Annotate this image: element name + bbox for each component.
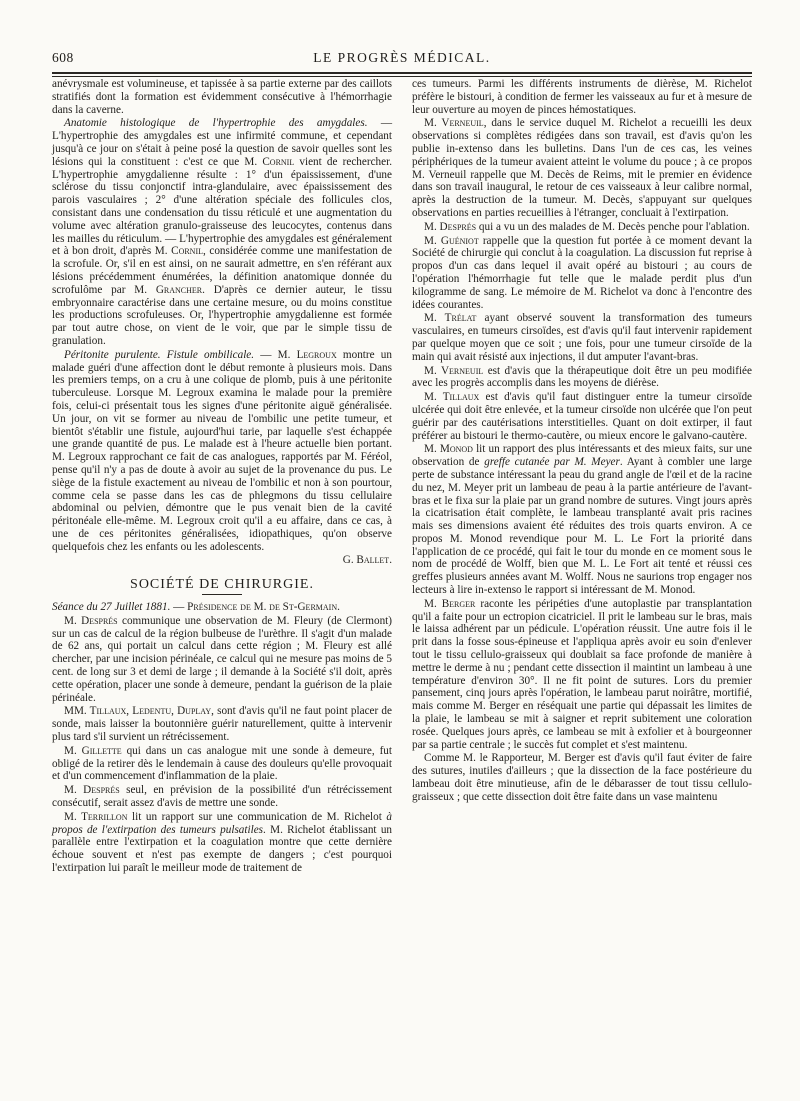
page-number: 608	[52, 50, 74, 65]
session-line: Séance du 27 Juillet 1881. — Présidence de M. de St-Germain.	[52, 601, 340, 614]
paragraph: MM. Tillaux, Ledentu, Duplay, sont d'avis qu'il ne faut point placer de sonde, mais laisser la boutonnière guérir naturellement, quitte à intervenir plus tard s'il survient un rétrécissement.	[52, 705, 392, 744]
section-title: SOCIÉTÉ DE CHIRURGIE.	[130, 577, 314, 593]
author-name: M. Després	[64, 614, 118, 627]
author-name: M. Gillette	[64, 744, 122, 757]
paragraph-heading: Péritonite purulente. Fistule ombilicale.	[64, 348, 255, 361]
section-rule	[202, 594, 242, 595]
author-name: M. Tillaux	[424, 391, 480, 404]
author-name: M. Trélat	[424, 312, 477, 325]
header-rule-thin	[52, 76, 752, 77]
signature: G. Ballet.	[342, 554, 392, 567]
running-header	[52, 48, 752, 68]
author-name: M. Verneuil	[424, 117, 484, 130]
paragraph: M. Tillaux est d'avis qu'il faut distinguer entre la tumeur cirsoïde ulcérée qui doit être enlevée, et la tumeur cirsoïde non ulcérée que l'on peut guérir par des cautérisations interstitielles. Quant on doit extirper, il faut préférer au bistouri le thermo-cautère, ou mieux encore le galvano-cautère.	[412, 391, 752, 442]
author-name: M. Després	[424, 220, 477, 233]
paragraph: M. Després seul, en prévision de la possibilité d'un rétrécissement consécutif, serait assez d'avis de mettre une sonde.	[52, 784, 393, 810]
author-name: M. Després	[64, 784, 120, 797]
header-rule	[52, 72, 752, 74]
paragraph: anévrysmale est volumineuse, et tapissée à sa partie externe par des caillots stratifiés dont la formation est évidemment consécutive à l'hémorrhagie dans la caverne.	[52, 78, 392, 116]
author-name: MM. Tillaux, Ledentu, Duplay	[64, 705, 212, 718]
author-name: M. Monod	[424, 443, 473, 456]
author-name: Legroux	[296, 348, 337, 361]
paragraph: M. Gillette qui dans un cas analogue mit une sonde à demeure, fut obligé de la retirer dès le lendemain à cause des douleurs qu'elle provoquait et d'un commencement d'inflammation de la plaie.	[52, 744, 392, 783]
paragraph: M. Terrillon lit un rapport sur une communication de M. Richelot à propos de l'extirpation des tumeurs pulsatiles. M. Richelot établissant un parallèle entre l'extirpation et la coagulation montre que cette dernière échoue souvent et n'est pas exempte de dangers ; c'est pourquoi l'extirpation lui paraît le meilleur mode de traitement de	[52, 810, 393, 875]
author-name: Cornil	[171, 245, 204, 258]
paragraph: Comme M. le Rapporteur, M. Berger est d'avis qu'il faut éviter de faire des sutures, inutiles d'ailleurs ; que la dissection de la face postérieure du lambeau doit être minutieuse, afin de le débarasser de tout tissu cellulo-graisseux ; que cette dissection doit être faite dans un vase maintenu	[412, 752, 752, 803]
paragraph: M. Després communique une observation de M. Fleury (de Clermont) sur un cas de calcul de la région bulbeuse de l'urèthre. Il s'agit d'un malade de 62 ans, qui portait un calcul dans cette région ; M. Fleury est allé chercher, par une incision périnéale, ce calcul qui ne mesure pas moins de 5 cent. de long sur 3 et demi de large ; il demande à la Société s'il doit, après cette opération, placer une sonde à demeure, pendant la guérison de la plaie périnéale.	[52, 614, 393, 704]
author-name: M. Berger	[424, 597, 476, 610]
author-name: M. Guéniot	[424, 234, 479, 247]
author-name: Grancher	[155, 283, 203, 296]
paragraph: M. Guéniot rappelle que la question fut portée à ce moment devant la Société de chirurgie qui conclut à la coagulation. La discussion fut reprise à propos d'un cas dans lequel il avait opéré au bistouri ; au cours de l'opération l'hémorrhagie fut telle que le malade perdit plus d'un kilogramme de sang. Le mémoire de M. Richelot va donc à l'encontre des idées courantes.	[412, 234, 753, 311]
journal-page	[52, 48, 752, 1078]
paragraph: M. Berger raconte les péripéties d'une autoplastie par transplantation qu'il a faite pour un ectropion cicatriciel. Il prit le lambeau sur le bras, mais le laissa adhérent par un pédicule. L'opération réussit. Une autre fois il le prit dans la fosse sous-épineuse et l'appliqua après avoir eu soin d'enlever tout le tissu cellulo-graisseux qui doublait sa face profonde de manière à mettre le derme à nu ; pendant cette dissection il maintint un lambeau à une température d'environ 30°. Il ne fit point de sutures. Lors du premier pansement, cinq jours après l'opération, le lambeau parut noirâtre, mortifié, mais comme M. Berger en réséquait une partie qui dépassait les limites de la plaie, le lambeau se mit à saigner et reprit subitement une coloration rosée. Quelques jours après, ce lambeau se mit à exfolier et à bourgeonner par sa partie centrale ; le succès fut complet et s'est maintenu.	[412, 597, 752, 751]
right-column	[412, 78, 752, 876]
author-name: Cornil	[262, 155, 295, 168]
paragraph: Anatomie histologique de l'hypertrophie des amygdales. — L'hypertrophie des amygdales est une infirmité commune, et cependant jusqu'à ce jour on s'était à peine posé la question de savoir quelles sont les lésions qui la constituent : c'est ce que M. Cornil vient de rechercher. L'hypertrophie amygdalienne résulte : 1° d'un épaississement, d'une sclérose du tissu conjonctif intra-glandulaire, avec épaississement des parois vasculaires ; 2° d'une altération spéciale des follicules clos, consistant dans une condensation du tissu réticulé et une augmentation du volume avec altération granulo-graisseuse des leucocytes, contenus dans les mailles du réticulum. — L'hypertrophie des amygdales est généralement et à bon droit, d'après M. Cornil, considérée comme une manifestation de la scrofule. Or, s'il en est ainsi, on ne saurait admettre, en s'en référant aux lésions précédemment énumérées, la définition anatomique donnée du scrofulôme par M. Grancher. D'après ce dernier auteur, le tissu embryonnaire caractérise dans une certaine mesure, ou du moins constitue les productions scrofuleuses. Or, l'hypertrophie amygdalienne est formée par tout autre chose, on vient de le voir, que par le simple tissu de granulation.	[52, 117, 393, 347]
paragraph: M. Verneuil, dans le service duquel M. Richelot a recueilli les deux observations si complètes rédigées dans son travail, est d'avis qu'on les publie in-extenso dans les bulletins. Dans l'un de ces cas, les veines périphériques de la tumeur avaient atteint le volume du pouce ; à ce propos M. Verneuil rappelle que M. Decès de Reims, mit le premier en évidence dans son travail inaugural, le retour de ces vaisseaux à leur calibre normal, après la destruction de la tumeur. M. Decès, s'appuyant sur quelques observations en parties recueillies à l'étranger, concluait à l'extirpation.	[412, 117, 752, 219]
journal-title: LE PROGRÈS MÉDICAL.	[313, 50, 491, 65]
paragraph: M. Verneuil est d'avis que la thérapeutique doit être un peu modifiée avec les progrès accomplis dans les moyens de diérèse.	[412, 364, 752, 390]
author-name: M. Verneuil	[424, 364, 484, 377]
paragraph: Péritonite purulente. Fistule ombilicale. — M. Legroux montre un malade guéri d'une affection dont le début remonte à plusieurs mois. Dans les premiers temps, on a cru à une colique de plomb, puis à une péritonite tuberculeuse. Lorsque M. Legroux examina le malade pour la première fois, celui-ci présentait tous les signes d'une péritonite aiguë généralisée. Un jour, on vit se former au niveau de l'ombilic une petite tumeur, et bientôt s'établir une fistule, aujourd'hui tarie, par laquelle s'est échappée une grande quantité de pus. Le malade est à l'heure actuelle bien portant. M. Legroux rapprochant ce fait de cas analogues, rapportés par M. Féréol, pense qu'il n'y a pas de doute à avoir au sujet de la provenance du pus. Le siège de la fistule exactement au niveau de l'ombilic et non à son pourtour, comme cela se passe dans les cas de phlegmons du tissu cellulaire abdominal ou pelvien, démontre que le pus venait bien de la cavité péritonéale elle-même. M. Legroux croit qu'il a eu affaire, dans ce cas, à une de ces péritonites généralisées, idiopathiques, qu'on observe quelquefois chez les enfants ou les adolescents.	[52, 348, 392, 553]
paragraph: ces tumeurs. Parmi les différents instruments de dièrèse, M. Richelot préfère le bistouri, à condition de fermer les vaisseaux au fur et à mesure de leur ouverture au moyen de pinces hémostatiques.	[412, 78, 752, 116]
left-column	[52, 78, 392, 876]
paragraph-heading: Anatomie histologique de l'hypertrophie des amygdales.	[64, 117, 368, 130]
paragraph: M. Després qui a vu un des malades de M. Decès penche pour l'ablation.	[424, 220, 750, 233]
paragraph: M. Monod lit un rapport des plus intéressants et des mieux faits, sur une observation de greffe cutanée par M. Meyer. Ayant à combler une large perte de substance intéressant la peau du grand angle de l'œil et de la racine du nez, M. Meyer prit un lambeau de peau à la partie antérieure de l'avant-bras et le fixa sur la plaie par un grand nombre de sutures. Vingt jours après la cicatrisation était complète, le lambeau transplanté avait pris racines mais ses dimensions avaient été réduites des trois quarts environ. A ce propos M. Monod revendique pour M. L. Le Fort la priorité dans l'application de ce procédé, qui fait le tour du monde en ce moment sous le nom de procédé de Wolff, bien que M. L. Le Fort ait tenté et réussi ces greffes plusieurs années avant M. Wolff. Nous ne saurions trop engager nos lecteurs à lire in-extenso le rapport si intéressant de M. Monod.	[412, 443, 752, 597]
author-name: M. Terrillon	[64, 810, 128, 823]
text-columns	[52, 78, 752, 876]
paragraph: M. Trélat ayant observé souvent la transformation des tumeurs vasculaires, en tumeurs cirsoïdes, est d'avis qu'il faut intervenir rapidement par quelque moyen que ce soit ; une fois, pour une tumeur cirsoïde de la main qui avait résisté aux injections, il dut amputer l'avant-bras.	[412, 312, 752, 363]
